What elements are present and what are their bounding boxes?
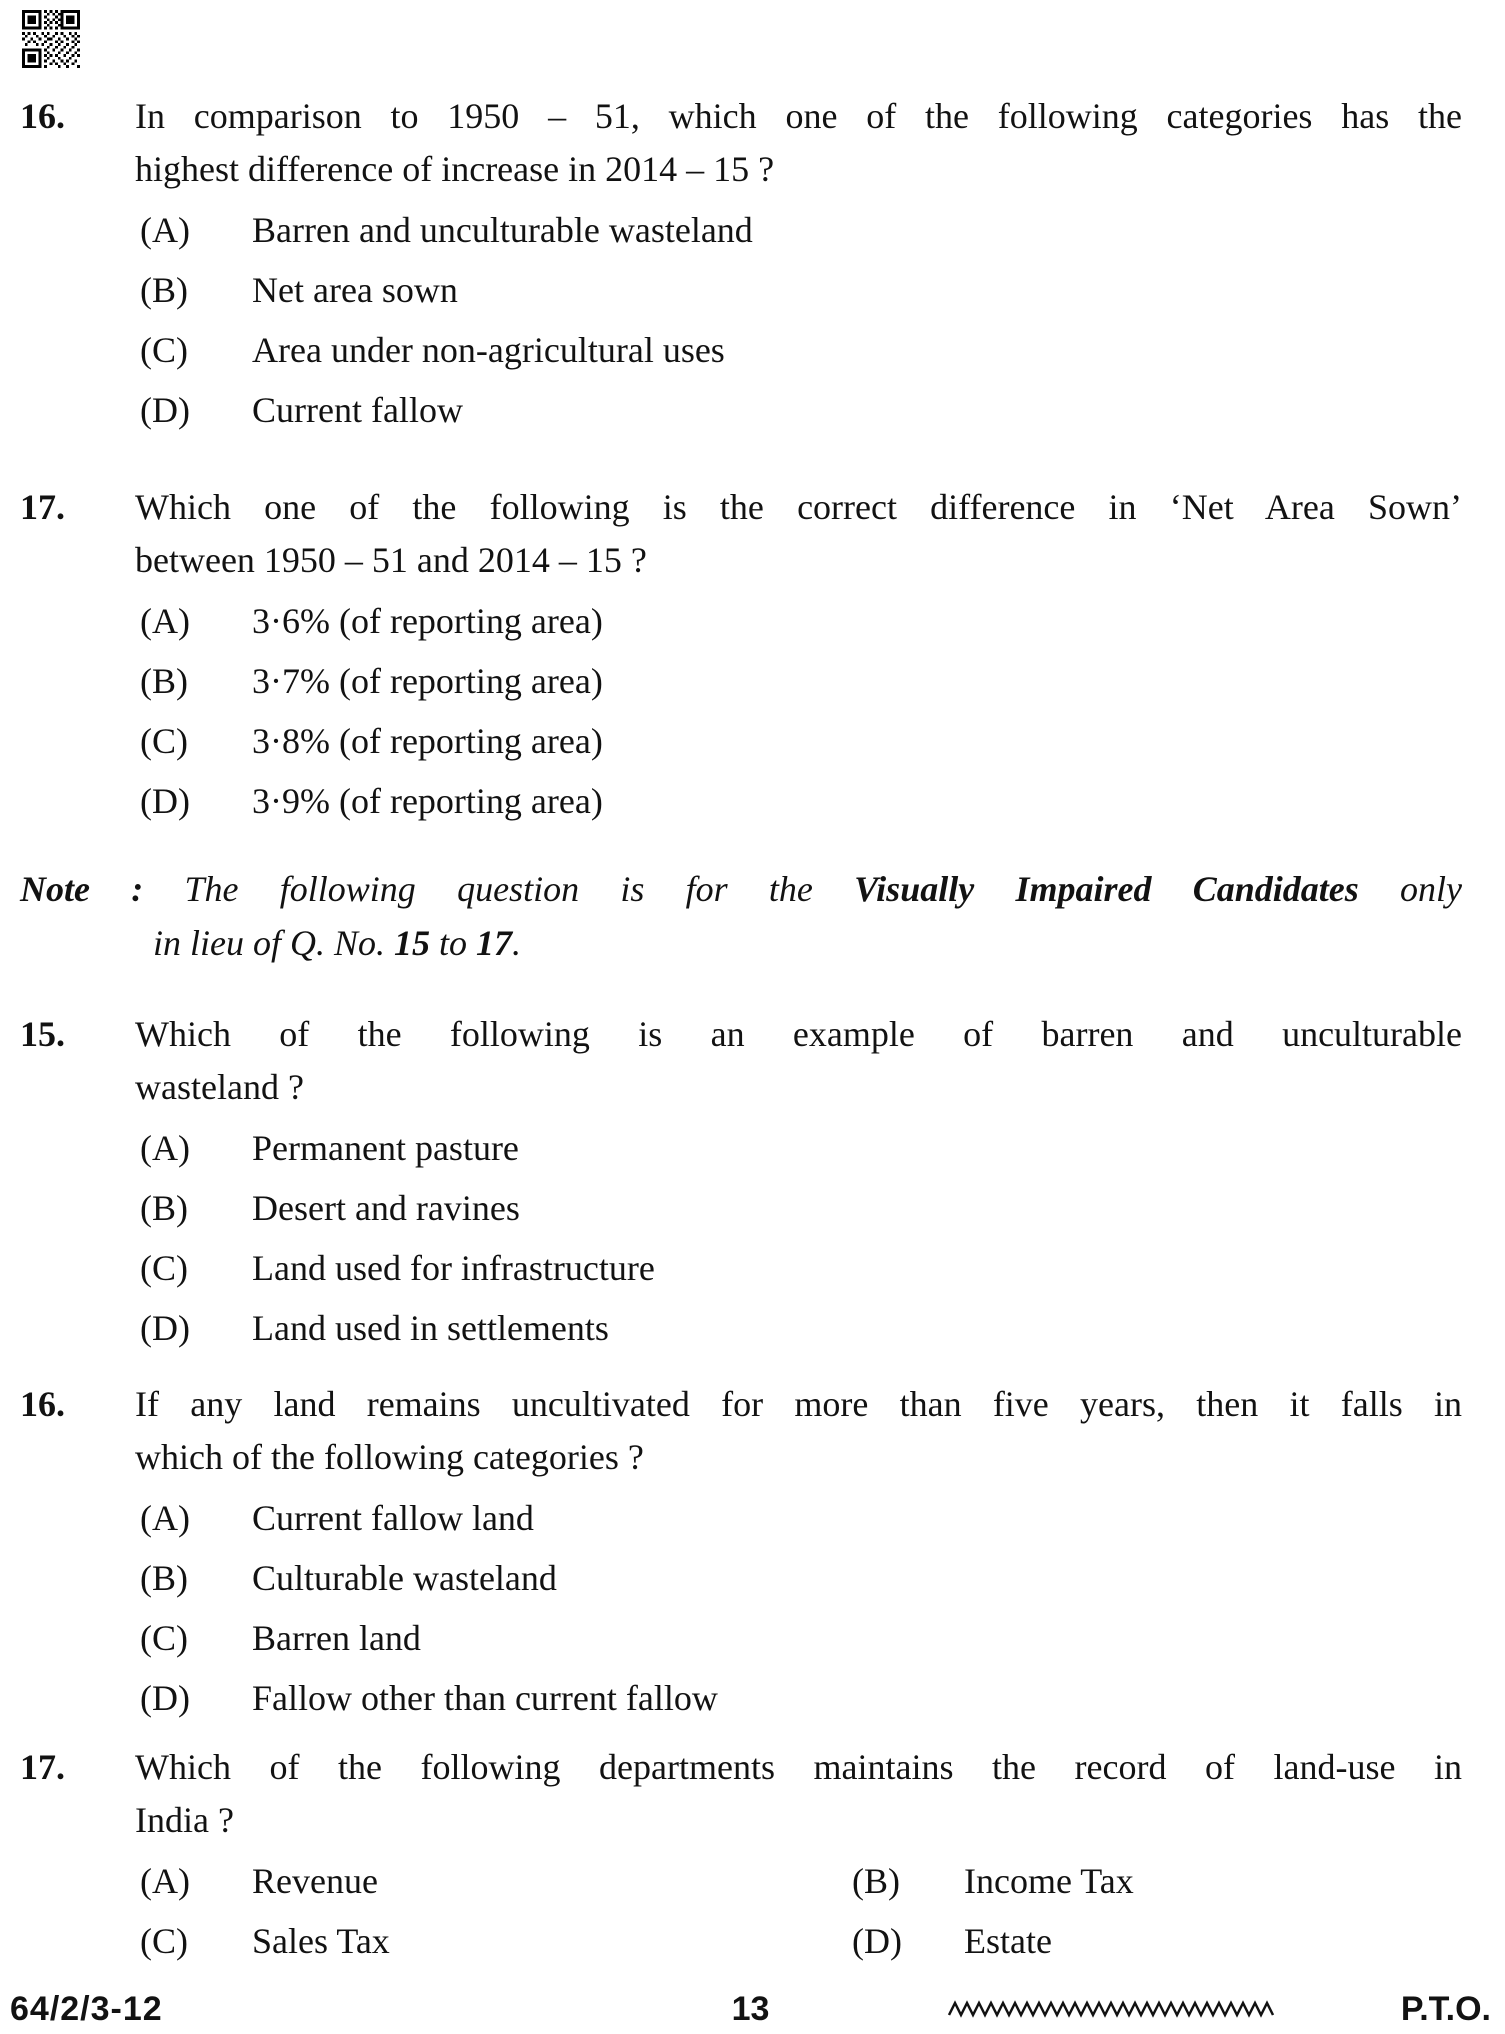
option-text: Barren land bbox=[252, 1618, 421, 1658]
option-d bbox=[852, 1921, 1462, 1961]
note-text: to bbox=[430, 923, 477, 963]
option-text: Land used in settlements bbox=[252, 1308, 609, 1348]
question-row bbox=[20, 90, 1462, 430]
question-text-line: Which of the following is an example of barren and unculturable bbox=[135, 1014, 1462, 1054]
option-label: (D) bbox=[852, 1921, 902, 1961]
option-a bbox=[135, 210, 1462, 250]
option-label: (C) bbox=[140, 1618, 188, 1658]
option-c bbox=[140, 1921, 852, 1961]
option-b bbox=[135, 270, 1462, 310]
option-label: (C) bbox=[140, 721, 188, 761]
question-text-line: Which one of the following is the correct difference in ‘Net Area Sown’ bbox=[135, 487, 1462, 527]
option-text: Land used for infrastructure bbox=[252, 1248, 655, 1288]
note-text: The following question is for the bbox=[143, 869, 855, 909]
question-body bbox=[135, 1008, 1462, 1348]
option-c bbox=[135, 721, 1462, 761]
question-15-vi bbox=[20, 1008, 1462, 1348]
option-a bbox=[135, 601, 1462, 641]
question-17 bbox=[20, 481, 1462, 821]
option-text: Income Tax bbox=[964, 1861, 1134, 1901]
option-d bbox=[135, 781, 1462, 821]
option-b bbox=[852, 1861, 1462, 1901]
option-label: (A) bbox=[140, 1861, 190, 1901]
option-d bbox=[135, 1308, 1462, 1348]
option-text: 3·6% (of reporting area) bbox=[252, 601, 603, 641]
option-text: Barren and unculturable wasteland bbox=[252, 210, 753, 250]
question-number: 17. bbox=[20, 487, 65, 527]
question-text-line: In comparison to 1950 – 51, which one of the following categories has the bbox=[135, 96, 1462, 136]
page-footer bbox=[10, 1988, 1491, 2034]
question-number: 16. bbox=[20, 96, 65, 136]
option-label: (B) bbox=[852, 1861, 900, 1901]
note-text-bold: Visually Impaired Candidates bbox=[854, 869, 1359, 909]
option-text: Net area sown bbox=[252, 270, 458, 310]
option-text: Revenue bbox=[252, 1861, 378, 1901]
question-text-line: which of the following categories ? bbox=[135, 1437, 644, 1477]
option-label: (B) bbox=[140, 661, 188, 701]
option-label: (D) bbox=[140, 781, 190, 821]
option-text: Current fallow land bbox=[252, 1498, 534, 1538]
note-text-line bbox=[153, 916, 1462, 970]
option-label: (B) bbox=[140, 1558, 188, 1598]
option-label: (D) bbox=[140, 1678, 190, 1718]
footer-paper-code: 64/2/3-12 bbox=[10, 1990, 163, 2028]
question-body bbox=[135, 90, 1462, 430]
option-text: Sales Tax bbox=[252, 1921, 390, 1961]
pto-label: P.T.O. bbox=[1400, 1990, 1491, 2028]
option-text: 3·7% (of reporting area) bbox=[252, 661, 603, 701]
option-text: Culturable wasteland bbox=[252, 1558, 557, 1598]
question-text-line: between 1950 – 51 and 2014 – 15 ? bbox=[135, 540, 647, 580]
note-text: only bbox=[1358, 869, 1463, 909]
option-d bbox=[135, 390, 1462, 430]
question-number: 17. bbox=[20, 1747, 65, 1787]
option-label: (B) bbox=[140, 1188, 188, 1228]
option-text: Estate bbox=[964, 1921, 1052, 1961]
option-label: (C) bbox=[140, 1921, 188, 1961]
question-text-line: If any land remains uncultivated for more than five years, then it falls in bbox=[135, 1384, 1462, 1424]
option-c bbox=[135, 1618, 1462, 1658]
question-row bbox=[20, 481, 1462, 821]
option-text: 3·9% (of reporting area) bbox=[252, 781, 603, 821]
option-label: (C) bbox=[140, 330, 188, 370]
question-text-line: India ? bbox=[135, 1800, 234, 1840]
option-b bbox=[135, 661, 1462, 701]
option-label: (A) bbox=[140, 210, 190, 250]
option-c bbox=[135, 330, 1462, 370]
footer-page-number: 13 bbox=[731, 1990, 770, 2028]
question-body bbox=[135, 1378, 1462, 1718]
option-b bbox=[135, 1558, 1462, 1598]
option-grid bbox=[140, 1861, 1462, 1961]
question-body bbox=[135, 481, 1462, 821]
note-visually-impaired bbox=[20, 862, 1462, 970]
option-c bbox=[135, 1248, 1462, 1288]
option-label: (B) bbox=[140, 270, 188, 310]
option-a bbox=[135, 1498, 1462, 1538]
note-text-bold: 17 bbox=[476, 923, 513, 963]
option-label: (A) bbox=[140, 1128, 190, 1168]
option-text: Area under non-agricultural uses bbox=[252, 330, 725, 370]
question-row bbox=[20, 1008, 1462, 1348]
option-a bbox=[140, 1861, 852, 1901]
option-label: (A) bbox=[140, 1498, 190, 1538]
note-label: Note : bbox=[20, 869, 144, 909]
question-16 bbox=[20, 90, 1462, 430]
question-body bbox=[135, 1741, 1462, 1961]
option-b bbox=[135, 1188, 1462, 1228]
option-label: (D) bbox=[140, 1308, 190, 1348]
note-text-line bbox=[20, 862, 1462, 916]
question-number: 15. bbox=[20, 1014, 65, 1054]
option-text: Permanent pasture bbox=[252, 1128, 519, 1168]
option-label: (D) bbox=[140, 390, 190, 430]
question-text-line: highest difference of increase in 2014 – 15 ? bbox=[135, 149, 775, 189]
question-16-vi bbox=[20, 1378, 1462, 1718]
option-a bbox=[135, 1128, 1462, 1168]
option-text: Desert and ravines bbox=[252, 1188, 520, 1228]
option-label: (C) bbox=[140, 1248, 188, 1288]
qr-code-icon bbox=[22, 10, 80, 68]
option-text: Fallow other than current fallow bbox=[252, 1678, 718, 1718]
option-text: Current fallow bbox=[252, 390, 463, 430]
note-text: . bbox=[512, 923, 522, 963]
option-label: (A) bbox=[140, 601, 190, 641]
note-text-bold: 15 bbox=[394, 923, 430, 963]
question-text-line: wasteland ? bbox=[135, 1067, 304, 1107]
question-text-line: Which of the following departments maintains the record of land-use in bbox=[135, 1747, 1462, 1787]
question-row bbox=[20, 1741, 1462, 1961]
option-text: 3·8% (of reporting area) bbox=[252, 721, 603, 761]
squiggle-line bbox=[947, 1998, 1287, 2020]
question-17-vi bbox=[20, 1741, 1462, 1961]
question-number: 16. bbox=[20, 1384, 65, 1424]
note-text: in lieu of Q. No. bbox=[153, 923, 394, 963]
option-d bbox=[135, 1678, 1462, 1718]
question-row bbox=[20, 1378, 1462, 1718]
